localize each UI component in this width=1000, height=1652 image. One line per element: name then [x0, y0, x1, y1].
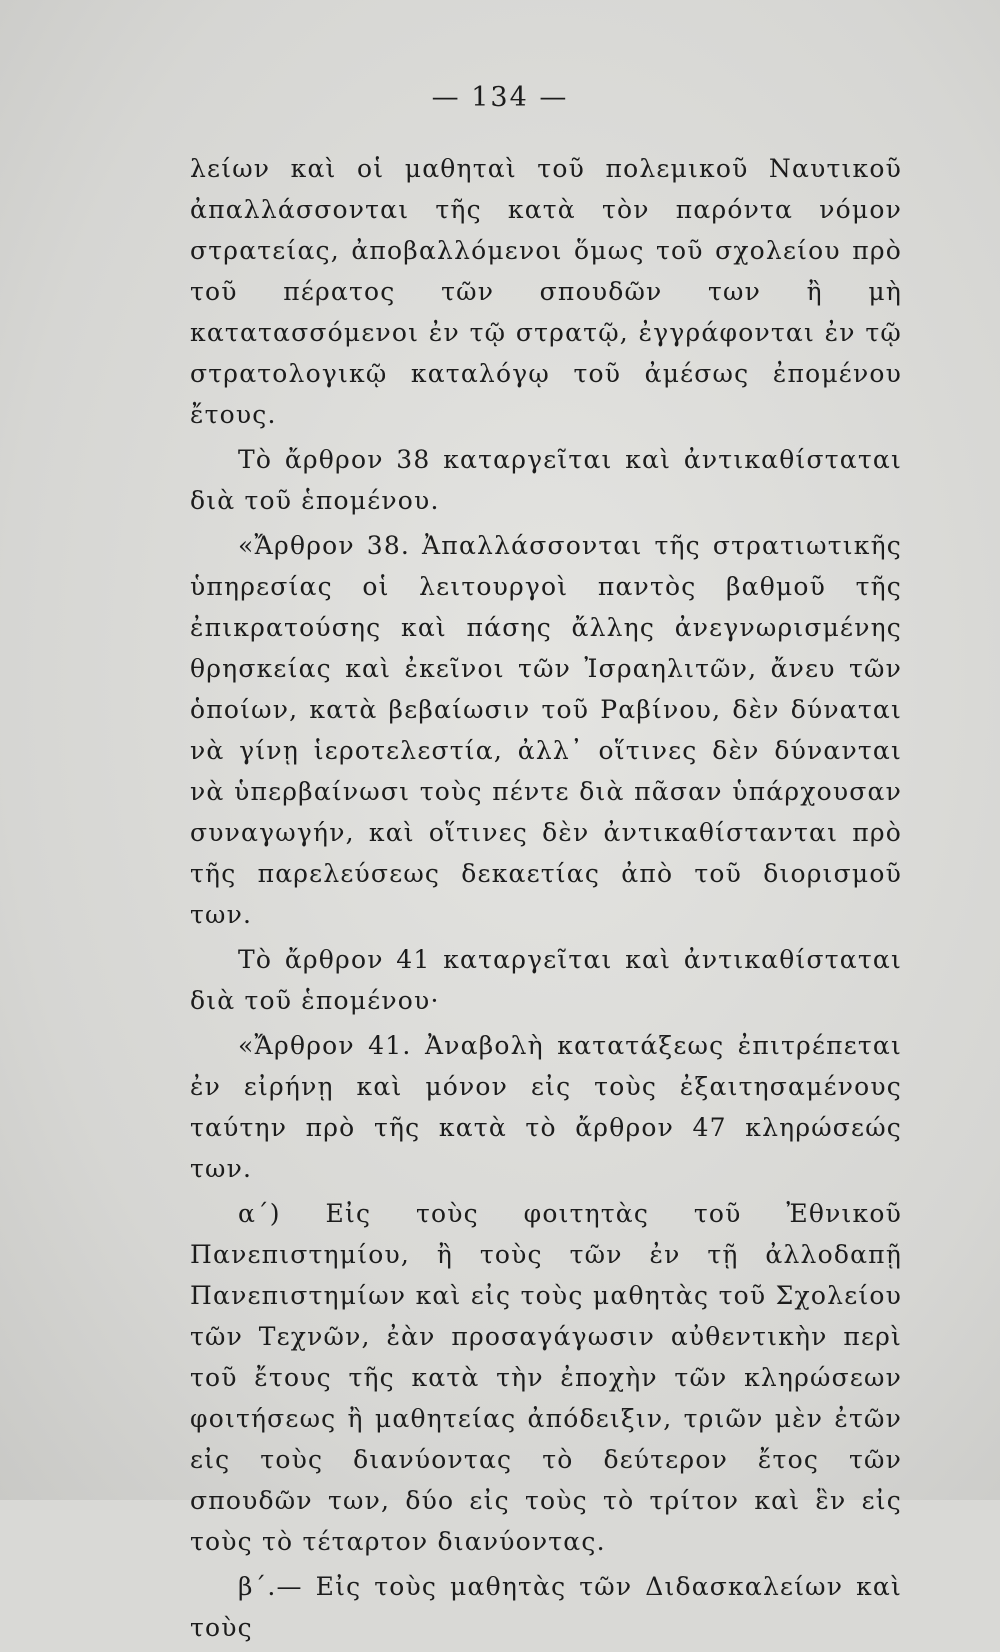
- paragraph-continuation: λείων καὶ οἱ μαθηταὶ τοῦ πολεμικοῦ Ναυτικοῦ ἀπαλλάσσονται τῆς κατὰ τὸν παρόντα νόμον στρατείας, ἀποβαλλόμενοι ὅμως τοῦ σχολείου πρὸ τοῦ πέρατος τῶν σπουδῶν των ἢ μὴ κατατασσόμενοι ἐν τῷ στρατῷ, ἐγγράφονται ἐν τῷ στρατολογικῷ καταλόγῳ τοῦ ἀμέσως ἐπομένου ἔτους.: [190, 154, 902, 429]
- paragraph-article-38-amendment: Τὸ ἄρθρον 38 καταργεῖται καὶ ἀντικαθίσταται διὰ τοῦ ἑπομένου.: [190, 445, 902, 515]
- paragraph-clause-b: β΄.— Εἰς τοὺς μαθητὰς τῶν Διδασκαλείων καὶ τοὺς: [190, 1572, 902, 1642]
- paragraph-article-41-amendment: Τὸ ἄρθρον 41 καταργεῖται καὶ ἀντικαθίσταται διὰ τοῦ ἑπομένου·: [190, 945, 902, 1015]
- paragraph-article-41-text: «Ἄρθρον 41. Ἀναβολὴ κατατάξεως ἐπιτρέπεται ἐν εἰρήνῃ καὶ μόνον εἰς τοὺς ἐξαιτησαμένους ταύτην πρὸ τῆς κατὰ τὸ ἄρθρον 47 κληρώσεώς των.: [190, 1031, 902, 1183]
- paragraph-clause-a: α΄) Εἰς τοὺς φοιτητὰς τοῦ Ἐθνικοῦ Πανεπιστημίου, ἢ τοὺς τῶν ἐν τῇ ἀλλοδαπῇ Πανεπιστημίων καὶ εἰς τοὺς μαθητὰς τοῦ Σχολείου τῶν Τεχνῶν, ἐὰν προσαγάγωσιν αὐθεντικὴν περὶ τοῦ ἔτους τῆς κατὰ τὴν ἐποχὴν τῶν κληρώσεων φοιτήσεως ἢ μαθητείας ἀπόδειξιν, τριῶν μὲν ἐτῶν εἰς τοὺς διανύοντας τὸ δεύτερον ἔτος τῶν σπουδῶν των, δύο εἰς τοὺς τὸ τρίτον καὶ ἓν εἰς τοὺς τὸ τέταρτον διανύοντας.: [190, 1199, 902, 1556]
- page-number: — 134 —: [431, 82, 569, 113]
- paragraph-article-38-text: «Ἄρθρον 38. Ἀπαλλάσσονται τῆς στρατιωτικῆς ὑπηρεσίας οἱ λειτουργοὶ παντὸς βαθμοῦ τῆς ἐπικρατούσης καὶ πάσης ἄλλης ἀνεγνωρισμένης θρησκείας καὶ ἐκεῖνοι τῶν Ἰσραηλιτῶν, ἄνευ τῶν ὁποίων, κατὰ βεβαίωσιν τοῦ Ραβίνου, δὲν δύναται νὰ γίνῃ ἱεροτελεστία, ἀλλ᾽ οἵτινες δὲν δύνανται νὰ ὑπερβαίνωσι τοὺς πέντε διὰ πᾶσαν ὑπάρχουσαν συναγωγήν, καὶ οἵτινες δὲν ἀντικαθίστανται πρὸ τῆς παρελεύσεως δεκαετίας ἀπὸ τοῦ διορισμοῦ των.: [190, 531, 902, 929]
- body-text: [190, 148, 902, 1652]
